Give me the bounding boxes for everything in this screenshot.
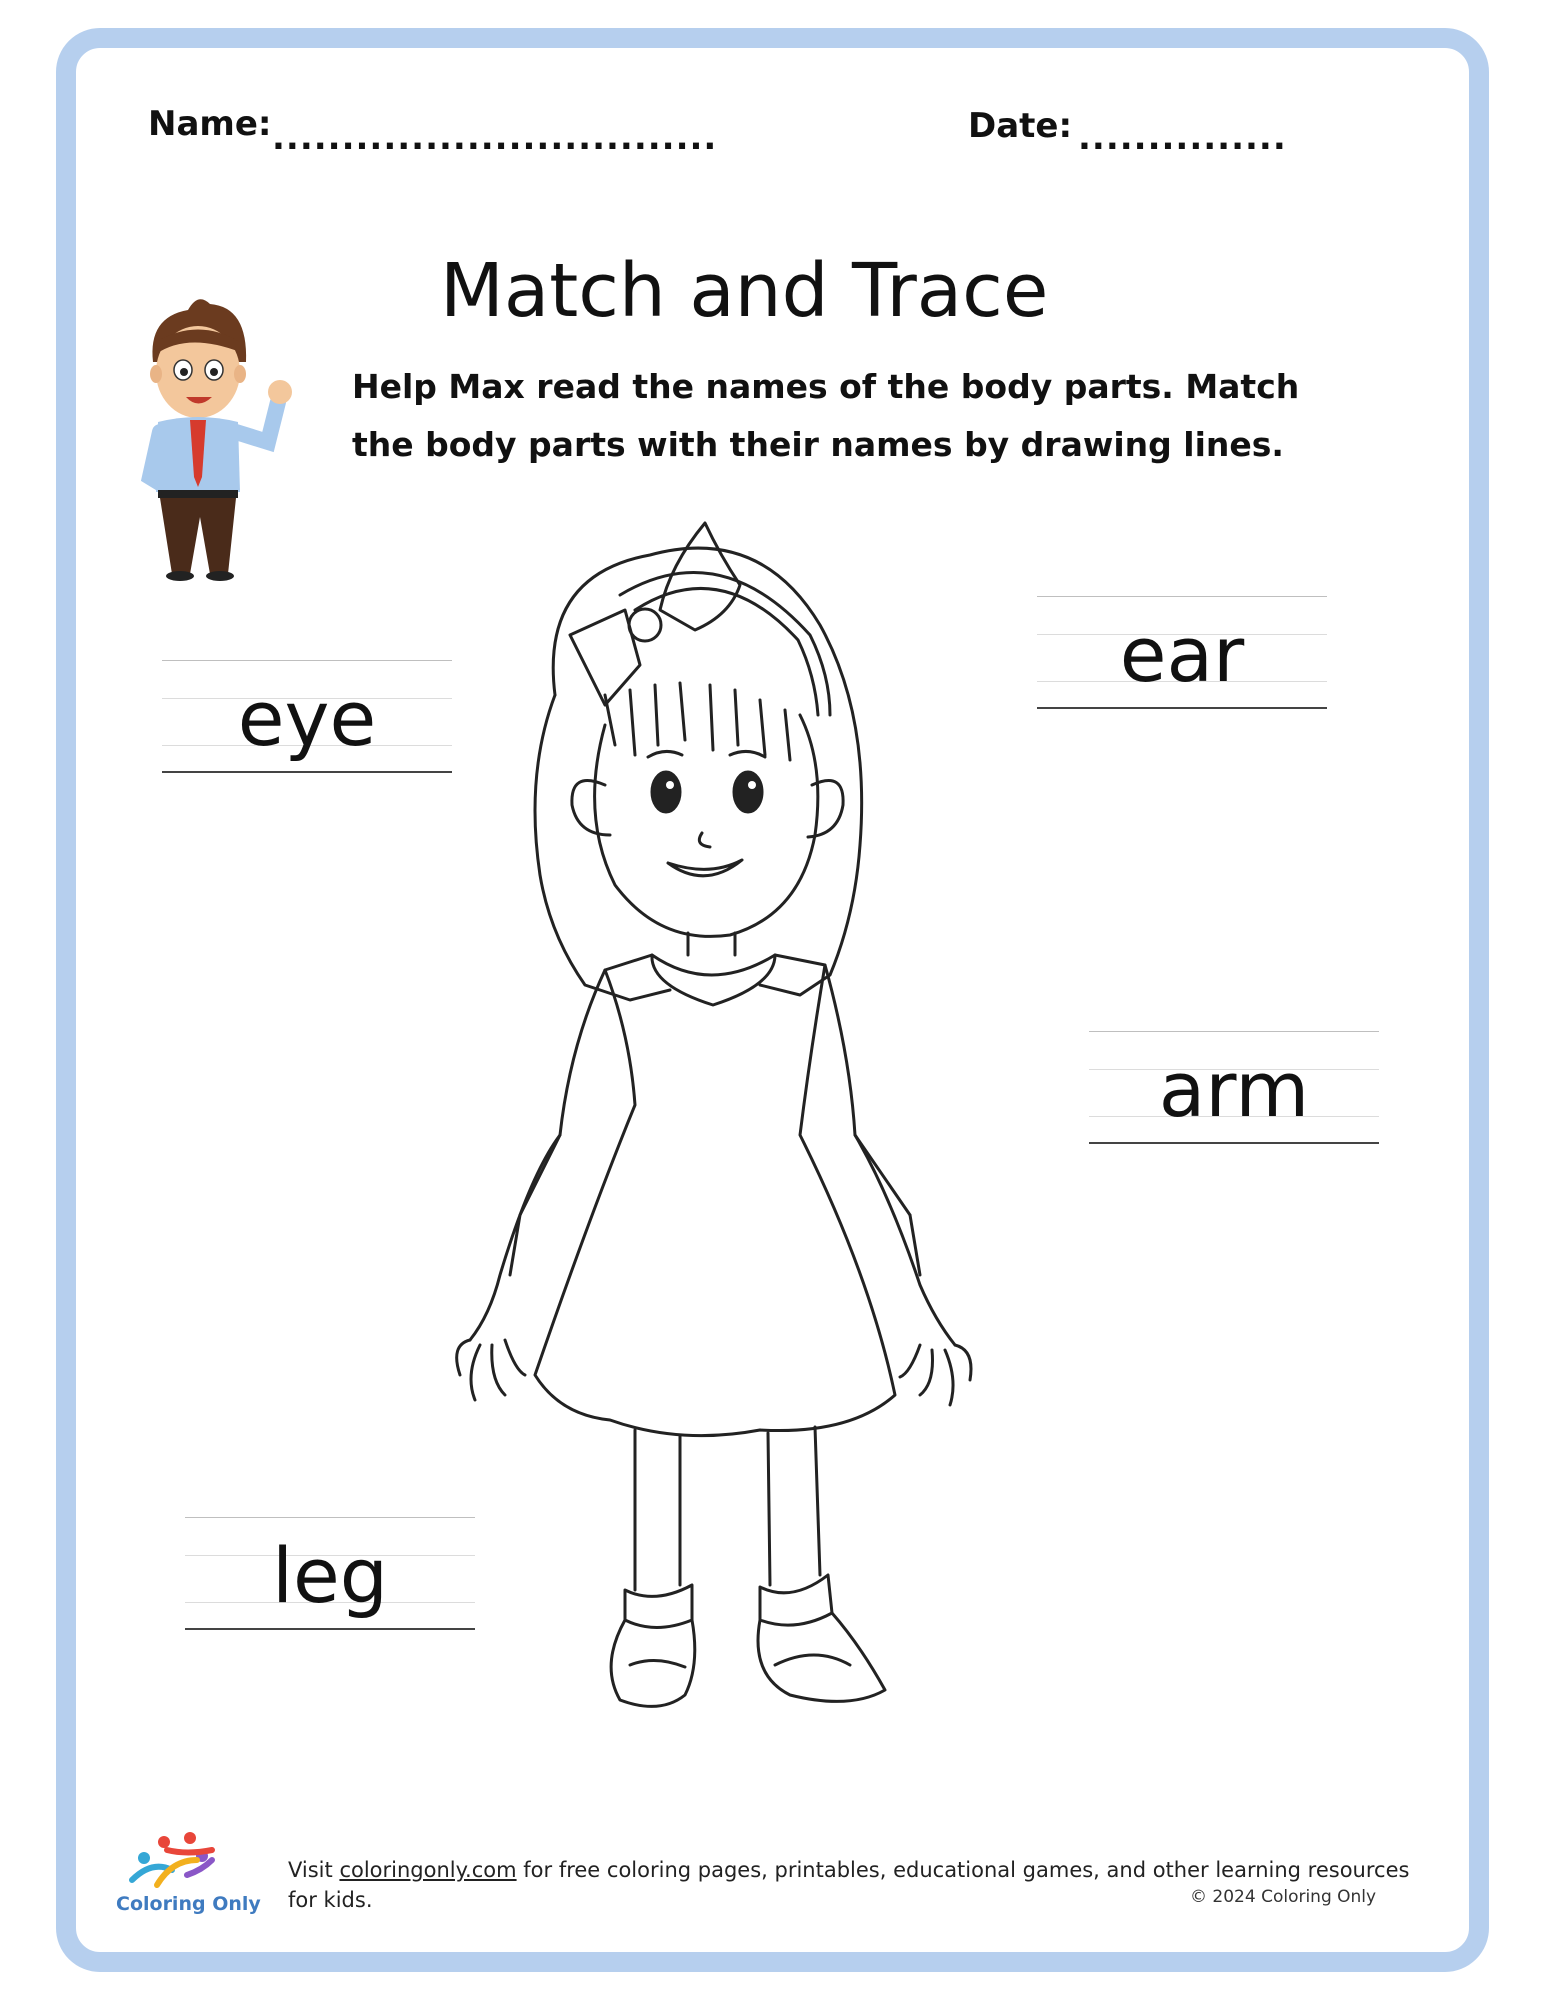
- date-blank[interactable]: ...............: [1078, 118, 1287, 158]
- name-label: Name:: [148, 104, 272, 144]
- footer-visit: Visit: [288, 1858, 333, 1882]
- footer-description: for free coloring pages, printables, educational games, and other learning resources for kids.: [288, 1858, 1410, 1912]
- name-blank[interactable]: ................................: [272, 118, 718, 158]
- word-box-ear[interactable]: [1037, 596, 1327, 708]
- page-title: Match and Trace: [440, 248, 1049, 334]
- word-arm: arm: [1158, 1045, 1310, 1134]
- word-eye: eye: [237, 674, 377, 763]
- coloring-only-logo: [112, 1830, 232, 1894]
- instructions: Help Max read the names of the body parts. Match the body parts with their names by drawing lines.: [352, 367, 1300, 464]
- footer-link[interactable]: coloringonly.com: [339, 1858, 517, 1882]
- girl-outline-illustration: [430, 515, 1070, 1715]
- word-ear: ear: [1119, 610, 1245, 699]
- logo-text: Coloring Only: [116, 1893, 261, 1915]
- copyright: © 2024 Coloring Only: [1190, 1887, 1377, 1907]
- word-leg: leg: [271, 1531, 389, 1620]
- date-label: Date:: [968, 106, 1073, 146]
- word-box-eye[interactable]: [162, 660, 452, 772]
- max-character-illustration: [128, 292, 298, 582]
- word-box-arm[interactable]: [1089, 1031, 1379, 1143]
